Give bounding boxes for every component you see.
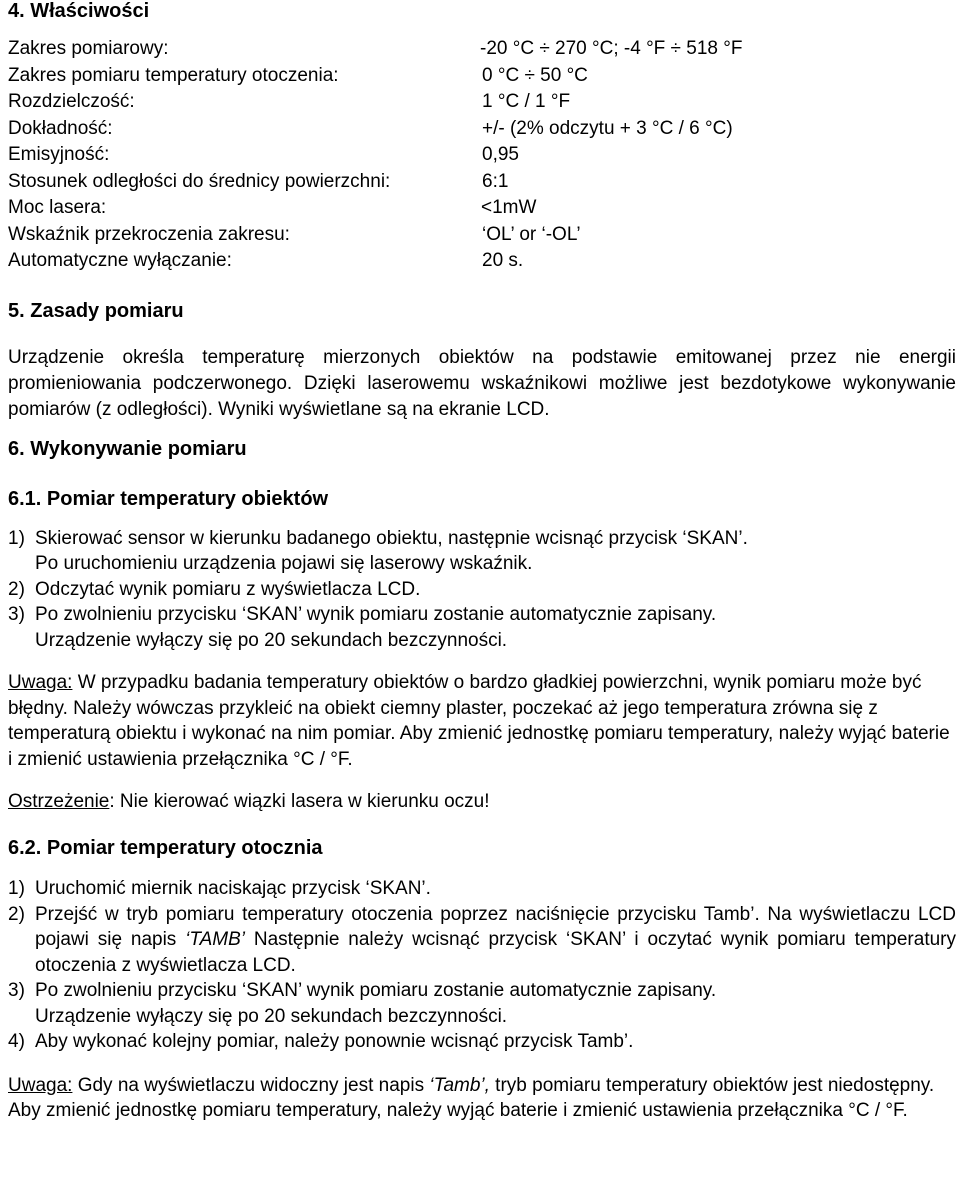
section-5-heading: 5. Zasady pomiaru bbox=[8, 299, 184, 322]
step-text-continued: Po uruchomieniu urządzenia pojawi się laserowy wskaźnik. bbox=[35, 553, 533, 574]
step-number: 3) bbox=[8, 980, 25, 1001]
note-text: tryb pomiaru temperatury obiektów jest niedostępny. bbox=[489, 1074, 935, 1096]
property-label: Zakres pomiaru temperatury otoczenia: bbox=[8, 64, 339, 86]
property-row bbox=[8, 63, 956, 90]
step-text-part: Następnie należy wcisnąć przycisk ‘SKAN’ i oczytać wynik pomiaru temperatury otoczenia z wyświetlacza LCD. bbox=[35, 929, 956, 976]
property-row bbox=[8, 248, 956, 275]
step-text-part: Przejść w tryb pomiaru temperatury otoczenia poprzez naciśnięcie przycisku Tamb’. Na wyświetlaczu LCD pojawi się napis bbox=[35, 903, 956, 950]
step-text: Skierować sensor w kierunku badanego obiektu, następnie wcisnąć przycisk ‘SKAN’. bbox=[35, 527, 748, 549]
list-item bbox=[8, 602, 956, 653]
step-text: Uruchomić miernik naciskając przycisk ‘SKAN’. bbox=[35, 878, 431, 899]
list-item bbox=[8, 526, 956, 577]
measurement-principle-paragraph: Urządzenie określa temperaturę mierzonych obiektów na podstawie emitowanej przez nie energii promieniowania podczerwonego. Dzięki laserowemu wskaźnikowi możliwe jest bezdotykowe wykonywanie pomiarów (z odległości). Wyniki wyświetlane są na ekranie LCD. bbox=[8, 346, 956, 420]
property-value: 1 °C / 1 °F bbox=[482, 91, 571, 112]
properties-list bbox=[8, 36, 956, 275]
property-label: Moc lasera: bbox=[8, 197, 107, 218]
section-6-heading: 6. Wykonywanie pomiaru bbox=[8, 437, 247, 460]
property-label: Wskaźnik przekroczenia zakresu: bbox=[8, 223, 290, 245]
property-value: 6:1 bbox=[482, 170, 509, 192]
property-value: <1mW bbox=[481, 197, 537, 218]
property-value: ‘OL’ or ‘-OL’ bbox=[482, 223, 581, 245]
property-row bbox=[8, 142, 956, 169]
step-number: 1) bbox=[8, 878, 25, 899]
property-value: 0,95 bbox=[482, 144, 519, 165]
property-row bbox=[8, 169, 956, 196]
section-6-1-heading: 6.1. Pomiar temperatury obiektów bbox=[8, 487, 329, 510]
display-label-tamb: ‘Tamb’, bbox=[429, 1074, 490, 1096]
step-number: 1) bbox=[8, 527, 25, 549]
step-text bbox=[35, 902, 956, 979]
step-text: Odczytać wynik pomiaru z wyświetlacza LCD. bbox=[35, 578, 421, 600]
step-number: 4) bbox=[8, 1031, 25, 1052]
display-label-tamb: ‘TAMB’ bbox=[185, 929, 245, 950]
warning-paragraph bbox=[8, 789, 956, 815]
list-item bbox=[8, 902, 956, 979]
step-text: Po zwolnieniu przycisku ‘SKAN’ wynik pomiaru zostanie automatycznie zapisany. bbox=[35, 980, 717, 1001]
note-label: Uwaga: bbox=[8, 672, 73, 693]
step-text: Aby wykonać kolejny pomiar, należy ponownie wcisnąć przycisk Tamb’. bbox=[35, 1031, 634, 1052]
section-4-heading: 4. Właściwości bbox=[8, 0, 150, 22]
list-item bbox=[8, 978, 956, 1029]
unit-change-paragraph: Aby zmienić jednostkę pomiaru temperatury, należy wyjąć baterie i zmienić ustawienia przełącznika °C / °F. bbox=[8, 1100, 908, 1121]
object-measurement-steps bbox=[8, 526, 956, 654]
warning-text: : Nie kierować wiązki lasera w kierunku oczu! bbox=[109, 791, 490, 812]
step-text: Po zwolnieniu przycisku ‘SKAN’ wynik pomiaru zostanie automatycznie zapisany. bbox=[35, 604, 717, 625]
note-label: Uwaga: bbox=[8, 1074, 73, 1096]
property-row bbox=[8, 36, 956, 63]
property-value: 0 °C ÷ 50 °C bbox=[482, 64, 588, 86]
property-label: Emisyjność: bbox=[8, 144, 110, 165]
property-label: Rozdzielczość: bbox=[8, 91, 135, 112]
note-paragraph-2 bbox=[8, 1073, 956, 1099]
property-row bbox=[8, 89, 956, 116]
step-text-continued: Urządzenie wyłączy się po 20 sekundach bezczynności. bbox=[35, 629, 508, 651]
warning-label: Ostrzeżenie bbox=[8, 791, 110, 812]
step-text-continued: Urządzenie wyłączy się po 20 sekundach bezczynności. bbox=[35, 1005, 508, 1027]
property-value: 20 s. bbox=[482, 250, 524, 271]
property-value: +/- (2% odczytu + 3 °C / 6 °C) bbox=[482, 117, 733, 139]
section-6-2-heading: 6.2. Pomiar temperatury otocznia bbox=[8, 837, 323, 859]
step-number: 2) bbox=[8, 903, 25, 925]
note-text: Gdy na wyświetlaczu widoczny jest napis bbox=[72, 1074, 430, 1096]
property-label: Zakres pomiarowy: bbox=[8, 38, 169, 59]
property-label: Stosunek odległości do średnicy powierzchni: bbox=[8, 170, 391, 192]
property-row bbox=[8, 195, 956, 222]
note-text: W przypadku badania temperatury obiektów o bardzo gładkiej powierzchni, wynik pomiaru może być błędny. Należy wówczas przykleić na obiekt ciemny plaster, poczekać aż jego temperatura zrówna się z temperaturą obiektu i wykonać na nim pomiar. Aby zmienić jednostkę pomiaru temperatury, należy wyjąć baterie i zmienić ustawienia przełącznika °C / °F. bbox=[8, 672, 950, 770]
document-page bbox=[8, 0, 956, 1124]
list-item bbox=[8, 1029, 956, 1055]
property-row bbox=[8, 116, 956, 143]
note-paragraph bbox=[8, 670, 956, 772]
list-item bbox=[8, 577, 956, 603]
step-number: 2) bbox=[8, 578, 25, 600]
ambient-measurement-steps bbox=[8, 876, 956, 1055]
property-row bbox=[8, 222, 956, 249]
property-value: -20 °C ÷ 270 °C; -4 °F ÷ 518 °F bbox=[480, 38, 743, 59]
list-item bbox=[8, 876, 956, 902]
step-number: 3) bbox=[8, 604, 25, 625]
property-label: Automatyczne wyłączanie: bbox=[8, 250, 232, 271]
property-label: Dokładność: bbox=[8, 117, 113, 139]
